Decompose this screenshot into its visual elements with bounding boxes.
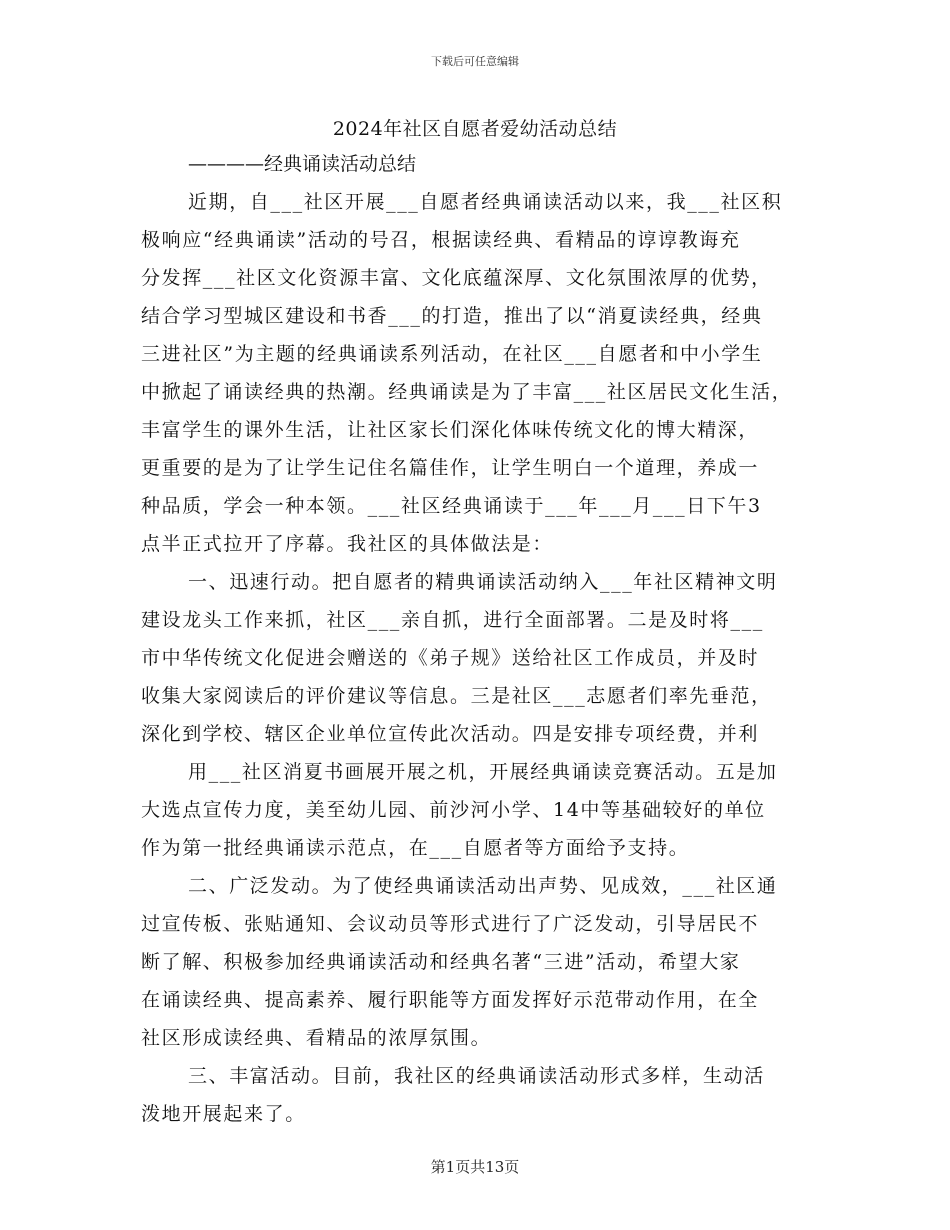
document-subtitle: ————经典诵读活动总结	[188, 153, 417, 175]
body-line: 二、广泛发动。为了使经典诵读活动出声势、见成效，___社区通	[188, 875, 778, 897]
body-line: 近期，自___社区开展___自愿者经典诵读活动以来，我___社区积	[188, 191, 783, 213]
body-line: 建设龙头工作来抓，社区___亲自抓，进行全面部署。二是及时将___	[141, 609, 764, 631]
header-note: 下载后可任意编辑	[431, 55, 519, 68]
body-line: 作为第一批经典诵读示范点，在___自愿者等方面给予支持。	[141, 837, 690, 859]
body-line: 社区形成读经典、看精品的浓厚氛围。	[141, 1027, 492, 1049]
body-line: 极响应“经典诵读”活动的号召，根据读经典、看精品的谆谆教诲充	[141, 229, 741, 251]
page-number-footer: 第1页共13页	[430, 1158, 520, 1176]
body-line: 丰富学生的课外生活，让社区家长们深化体味传统文化的博大精深，	[141, 419, 760, 441]
body-line: 用___社区消夏书画展开展之机，开展经典诵读竞赛活动。五是加	[188, 761, 778, 783]
body-line: 过宣传板、张贴通知、会议动员等形式进行了广泛发动，引导居民不	[141, 913, 760, 935]
body-line: 三进社区”为主题的经典诵读系列活动，在社区___自愿者和中小学生	[141, 343, 763, 365]
body-line: 大选点宣传力度，美至幼儿园、前沙河小学、14中等基础较好的单位	[141, 799, 766, 821]
body-line: 种品质，学会一种本领。___社区经典诵读于___年___月___日下午3	[141, 495, 762, 517]
body-line: 泼地开展起来了。	[141, 1103, 306, 1125]
body-line: 市中华传统文化促进会赠送的《弟子规》送给社区工作成员，并及时	[141, 647, 760, 669]
body-line: 三、丰富活动。目前，我社区的经典诵读活动形式多样，生动活	[188, 1065, 765, 1087]
body-line: 一、迅速行动。把自愿者的精典诵读活动纳入___年社区精神文明	[188, 571, 778, 593]
body-line: 点半正式拉开了序幕。我社区的具体做法是：	[141, 533, 554, 555]
body-line: 更重要的是为了让学生记住名篇佳作，让学生明白一个道理，养成一	[141, 457, 760, 479]
body-line: 结合学习型城区建设和书香___的打造，推出了以“消夏读经典，经典	[141, 305, 763, 327]
body-line: 收集大家阅读后的评价建议等信息。三是社区___志愿者们率先垂范，	[141, 685, 772, 707]
body-line: 断了解、积极参加经典诵读活动和经典名著“三进”活动，希望大家	[141, 951, 741, 973]
body-line: 中掀起了诵读经典的热潮。经典诵读是为了丰富___社区居民文化生活，	[141, 381, 793, 403]
body-line: 在诵读经典、提高素养、履行职能等方面发挥好示范带动作用，在全	[141, 989, 760, 1011]
body-line: 分发挥___社区文化资源丰富、文化底蕴深厚、文化氛围浓厚的优势，	[141, 267, 772, 289]
document-title: 2024年社区自愿者爱幼活动总结	[332, 118, 618, 140]
body-line: 深化到学校、辖区企业单位宣传此次活动。四是安排专项经费，并利	[141, 723, 760, 745]
